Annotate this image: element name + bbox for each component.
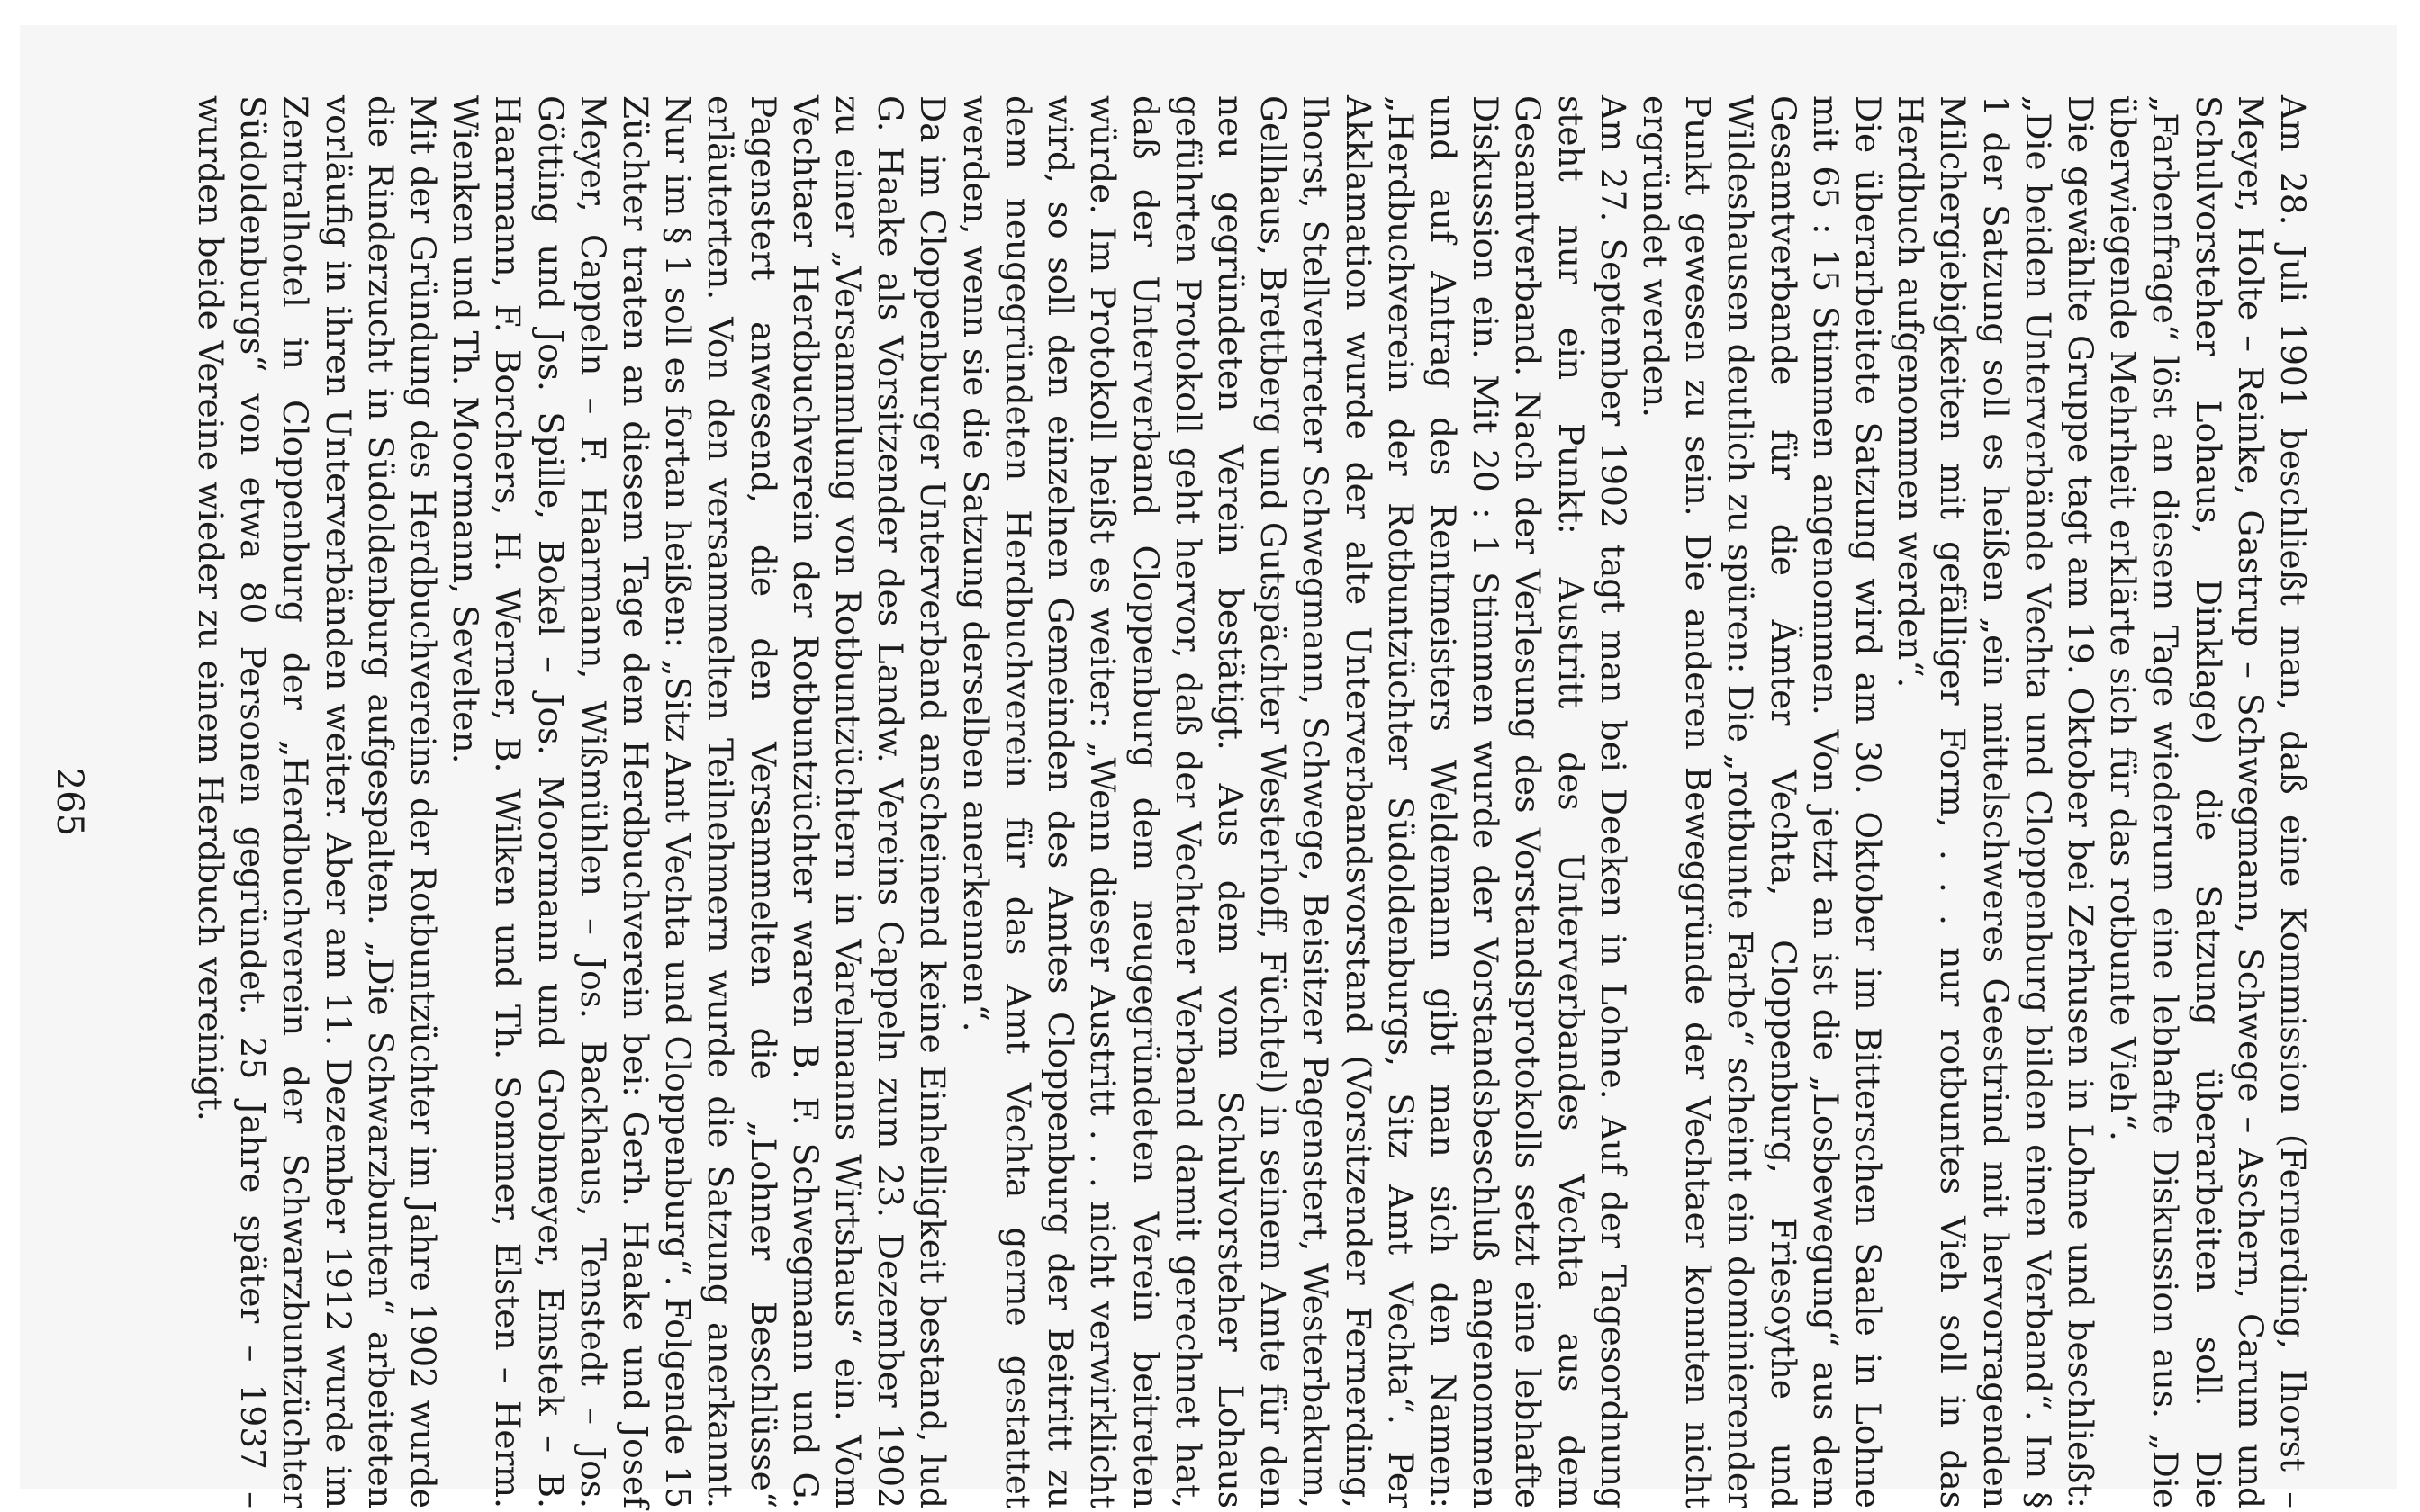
paragraph-austritt-vechta: Am 27. September 1902 tagt man bei Deeken in Lohne. Auf der Tagesordnung steht nur ein Punkt: Austritt des Unterverbandes Vechta aus dem Gesamtverband. Nach der Verlesung des Vorstandsprotokolls setzt eine lebhafte Diskussion ein. Mit 20 : 1 Stimmen wurde der Vorstandsbeschluß angenommen und auf Antrag des Rentmeisters Weldemann gibt man sich den Namen: „Herdbuchverein der Rotbuntzüchter Südoldenburgs, Sitz Amt Vechta“. Per Akklamation wurde der alte Unterverbandsvorstand (Vorsitzender Fernerding, Ihorst, Stellvertreter Schwegmann, Schwege, Beisitzer Pagenstert, Westerbakum, Gellhaus, Brettberg und Gutspächter Westerhoff, Füchtel) in seinem Amte für den neu gegründeten Verein bestätigt. Aus dem vom Schulvorsteher Lohaus geführten Protokoll geht hervor, daß der Vechtaer Verband damit gerechnet hat, daß der Unterverband Cloppenburg dem neugegründeten Verein beitreten würde. Im Protokoll heißt es weiter: „Wenn dieser Austritt . . . nicht verwirklicht wird, so soll den einzelnen Gemeinden des Amtes Cloppenburg der Beitritt zu dem neugegründeten Herdbuchverein für das Amt Vechta gerne gestattet werden, wenn sie die Satzung derselben anerkennen“. [955,95,1633,1508]
paragraph-cloppenburg-versammlung: Da im Cloppenburger Unterverband anscheinend keine Einhelligkeit bestand, lud G. Haake als Vorsitzender des Landw. Vereins Cappeln zum 23. Dezember 1902 zu einer „Versammlung von Rotbuntzüchtern in Varelmanns Wirtshaus“ ein. Vom Vechtaer Herdbuchverein der Rotbuntzüchter waren B. F. Schwegmann und G. Pagenstert anwesend, die den Versammelten die „Lohner Beschlüsse“ erläuterten. Von den versammelten Teilnehmern wurde die Satzung anerkannt. Nur im § 1 soll es fortan heißen: „Sitz Amt Vechta und Cloppenburg“. Folgende 15 Züchter traten an diesem Tage dem Herdbuchverein bei: Gerh. Haake und Josef Meyer, Cappeln – F. Haarmann, Wißmühlen – Jos. Backhaus, Tenstedt – Jos. Götting und Jos. Spille, Bokel – Jos. Moormann und Grobmeyer, Emstek – B. Haarmann, F. Borchers, H. Werner, B. Wilken und Th. Sommer, Elsten – Herm. Wienken und Th. Moormann, Sevelten. [446,95,953,1508]
body-text [189,95,2314,1508]
paragraph-schwarzbunte: Mit der Gründung des Herdbuchvereins der Rotbuntzüchter im Jahre 1902 wurde die Rinderzucht in Südoldenburg aufgespalten. „Die Schwarzbunten“ arbeiteten vorläufig in ihren Unterverbänden weiter. Aber am 11. Dezember 1912 wurde im Zentralhotel in Cloppenburg der „Herdbuchverein der Schwarzbuntzüchter Südoldenburgs“ von etwa 80 Personen gegründet. 25 Jahre später – 1937 – wurden beide Vereine wieder zu einem Herdbuch vereinigt. [191,95,444,1508]
paragraph-gewaehlte-gruppe: Die gewählte Gruppe tagt am 19. Oktober bei Zerhusen in Lohne und beschließt: „Die beiden Unterverbände Vechta und Cloppenburg bilden einen Verband“. Im § 1 der Satzung soll es heißen „ein mittelschweres Geestrind mit hervorragenden Milchergiebigkeiten mit gefälliger Form, . . . nur rotbuntes Vieh soll in das Herdbuch aufgenommen werden“. [1891,95,2100,1508]
paragraph-satzung-angenommen: Die überarbeitete Satzung wird am 30. Oktober im Bitterschen Saale in Lohne mit 65 : 15 Stimmen angenommen. Von jetzt an ist die „Losbewegung“ aus dem Gesamtverbande für die Ämter Vechta, Cloppenburg, Friesoythe und Wildeshausen deutlich zu spüren: Die „rotbunte Farbe“ scheint ein dominierender Punkt gewesen zu sein. Die anderen Beweggründe der Vechtaer konnten nicht ergründet werden. [1635,95,1888,1508]
paragraph-kommission: Am 28. Juli 1901 beschließt man, daß eine Kommission (Fernerding, Ihorst – Meyer, Holte – Reinke, Gastrup – Schwegmann, Schwege – Aschern, Carum und Schulvorsteher Lohaus, Dinklage) die Satzung überarbeiten soll. Die „Farbenfrage“ löst an diesem Tage wiederum eine lebhafte Diskussion aus. „Die überwiegende Mehrheit erklärte sich für das rotbunte Vieh“. [2103,95,2313,1508]
rotated-page-content [0,95,2314,1508]
page-number: 265 [49,767,90,837]
scanned-page [20,25,2397,1508]
